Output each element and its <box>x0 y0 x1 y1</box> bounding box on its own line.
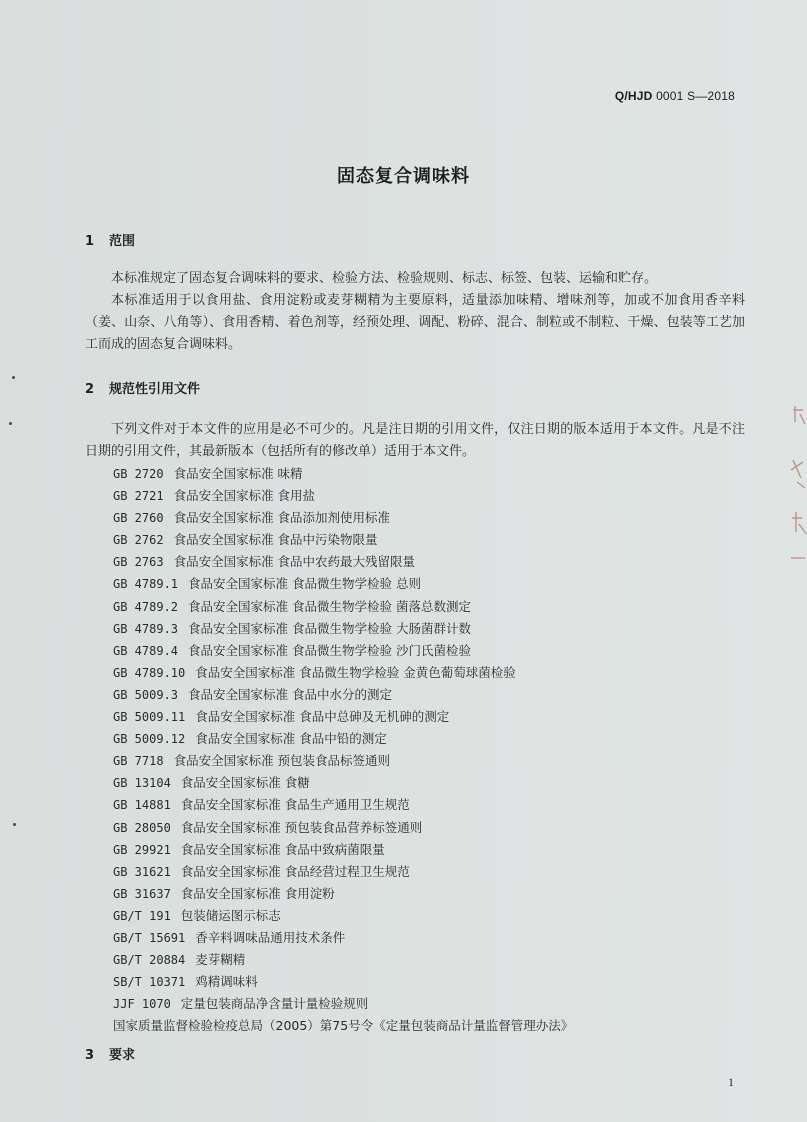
reference-code: GB 29921 <box>113 842 171 857</box>
reference-title: 食品安全国家标准 食品中铅的测定 <box>195 731 387 747</box>
section-number: 3 <box>85 1048 95 1063</box>
reference-item <box>113 1015 573 1036</box>
reference-title: 食品安全国家标准 食品中水分的测定 <box>188 686 393 702</box>
reference-code: GB 2721 <box>113 489 164 504</box>
reference-code: GB 4789.10 <box>113 665 186 680</box>
paragraph: 下列文件对于本文件的应用是必不可少的。凡是注日期的引用文件，仅注日期的版本适用于本文件。凡是不注日期的引用文件，其最新版本（包括所有的修改单）适用于本文件。 <box>85 422 745 459</box>
reference-title: 食品安全国家标准 味精 <box>173 466 303 481</box>
section-heading-scope <box>85 230 135 249</box>
reference-code: JJF 1070 <box>113 997 171 1012</box>
reference-title: 包装储运图示标志 <box>180 907 281 923</box>
section-title: 要求 <box>109 1048 136 1063</box>
reference-code: GB 2720 <box>113 467 164 481</box>
reference-code: GB 7718 <box>113 754 164 769</box>
reference-title: 香辛料调味品通用技术条件 <box>195 929 346 945</box>
seal-edge-mark <box>787 400 807 570</box>
reference-title: 食品安全国家标准 食糖 <box>180 775 310 791</box>
reference-title: 食品安全国家标准 食品中污染物限量 <box>173 532 378 548</box>
reference-code: GB 4789.4 <box>113 643 179 658</box>
reference-code: GB 2763 <box>113 555 164 570</box>
document-title: 固态复合调味料 <box>337 166 470 187</box>
reference-title: 食品安全国家标准 食品生产通用卫生规范 <box>180 797 410 813</box>
reference-title: 国家质量监督检验检疫总局（2005）第75号令《定量包装商品计量监督管理办法》 <box>113 1018 574 1034</box>
standard-code <box>615 89 735 103</box>
reference-item <box>113 485 573 507</box>
scan-speck <box>13 823 16 826</box>
reference-item <box>113 927 573 949</box>
scan-speck <box>9 422 12 425</box>
reference-code: GB/T 15691 <box>113 930 186 945</box>
reference-title: 食品安全国家标准 食用盐 <box>173 488 316 504</box>
reference-code: GB 5009.3 <box>113 687 179 702</box>
reference-title: 食品安全国家标准 食用淀粉 <box>180 885 335 901</box>
reference-title: 食品安全国家标准 预包装食品营养标签通则 <box>180 819 423 835</box>
reference-item <box>113 883 573 905</box>
scan-speck <box>12 376 15 379</box>
reference-item <box>113 684 573 706</box>
reference-code: GB 13104 <box>113 776 171 791</box>
reference-item <box>113 551 573 573</box>
reference-title: 鸡精调味料 <box>195 974 258 990</box>
reference-code: GB 5009.11 <box>113 710 186 725</box>
reference-item <box>113 794 573 816</box>
reference-item <box>113 971 573 993</box>
reference-item <box>113 949 573 971</box>
reference-item <box>113 750 573 772</box>
reference-title: 食品安全国家标准 食品微生物学检验 沙门氏菌检验 <box>188 642 471 658</box>
reference-code: GB 4789.3 <box>113 621 179 636</box>
reference-code: GB 31637 <box>113 886 171 901</box>
reference-item <box>113 507 573 529</box>
reference-title: 麦芽糊精 <box>195 952 246 968</box>
reference-title: 定量包装商品净含量计量检验规则 <box>180 996 369 1012</box>
section-title: 规范性引用文件 <box>109 382 201 397</box>
reference-code: GB 4789.2 <box>113 599 179 614</box>
reference-title: 食品安全国家标准 食品微生物学检验 金黄色葡萄球菌检验 <box>195 664 516 680</box>
reference-title: 食品安全国家标准 预包装食品标签通则 <box>173 753 391 769</box>
reference-code: GB 31621 <box>113 864 171 879</box>
reference-title: 食品安全国家标准 食品中致病菌限量 <box>180 841 385 857</box>
reference-code: GB 4789.1 <box>113 577 179 592</box>
reference-item <box>113 640 573 662</box>
reference-item <box>113 706 573 728</box>
page-number: 1 <box>728 1075 734 1089</box>
reference-item <box>113 529 573 551</box>
reference-item <box>113 861 573 883</box>
section-number: 1 <box>85 234 95 249</box>
reference-item <box>113 662 573 684</box>
reference-item <box>113 817 573 839</box>
scope-body <box>85 268 745 356</box>
section-title: 范围 <box>109 234 136 249</box>
reference-item <box>113 596 573 618</box>
reference-code: GB/T 191 <box>113 908 171 923</box>
reference-item <box>113 905 573 927</box>
section-heading-requirements <box>85 1044 135 1063</box>
standard-code-prefix: Q/HJD <box>614 89 653 103</box>
reference-code: GB 28050 <box>113 820 171 835</box>
reference-item <box>113 573 573 595</box>
reference-list <box>113 463 573 1036</box>
reference-title: 食品安全国家标准 食品中总砷及无机砷的测定 <box>195 709 450 725</box>
reference-code: GB/T 20884 <box>113 953 186 968</box>
reference-item <box>113 839 573 861</box>
section-heading-normative-references <box>85 378 200 397</box>
reference-title: 食品安全国家标准 食品中农药最大残留限量 <box>173 554 416 570</box>
standard-code-number: 0001 S—2018 <box>656 89 735 103</box>
reference-item <box>113 728 573 750</box>
reference-title: 食品安全国家标准 食品微生物学检验 总则 <box>188 576 421 592</box>
paragraph: 本标准规定了固态复合调味料的要求、检验方法、检验规则、标志、标签、包装、运输和贮存。 <box>111 271 658 286</box>
reference-code: GB 5009.12 <box>113 732 186 747</box>
reference-code: GB 14881 <box>113 798 171 813</box>
reference-item <box>113 993 573 1015</box>
reference-code: GB 2760 <box>113 511 164 526</box>
reference-item <box>113 618 573 640</box>
reference-item <box>113 772 573 794</box>
reference-title: 食品安全国家标准 食品添加剂使用标准 <box>173 510 391 526</box>
section-number: 2 <box>85 382 95 397</box>
reference-title: 食品安全国家标准 食品微生物学检验 菌落总数测定 <box>188 598 471 614</box>
paragraph: 本标准适用于以食用盐、食用淀粉或麦芽糊精为主要原料，适量添加味精、增味剂等，加或不加食用香辛料（姜、山奈、八角等）、食用香精、着色剂等，经预处理、调配、粉碎、混合、制粒或不制粒、干燥、包装等工艺加工而成的固态复合调味料。 <box>85 293 745 352</box>
reference-title: 食品安全国家标准 食品经营过程卫生规范 <box>180 863 410 879</box>
references-intro <box>85 419 745 463</box>
reference-title: 食品安全国家标准 食品微生物学检验 大肠菌群计数 <box>188 620 471 636</box>
reference-code: GB 2762 <box>113 533 164 548</box>
reference-item <box>113 463 573 485</box>
reference-code: SB/T 10371 <box>113 975 186 990</box>
